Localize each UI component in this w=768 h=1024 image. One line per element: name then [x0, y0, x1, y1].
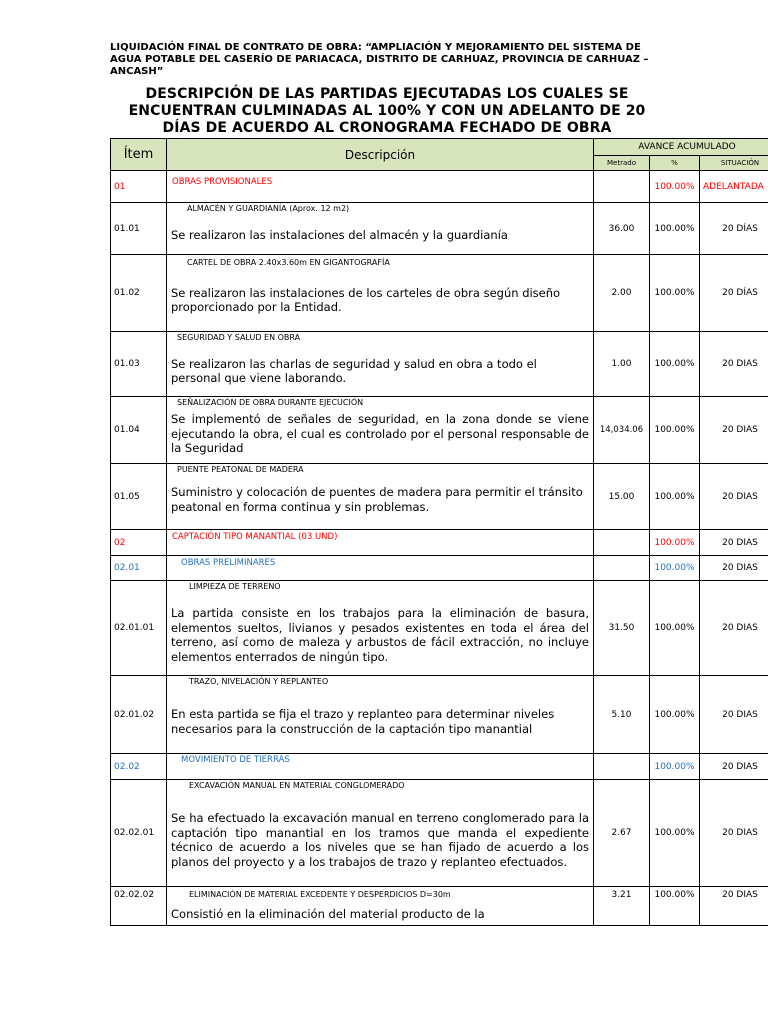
row-item: 02.02.01 [111, 780, 167, 887]
row-item: 01.05 [111, 464, 167, 530]
row-situacion: ADELANTADA [700, 171, 768, 203]
document-title: DESCRIPCIÓN DE LAS PARTIDAS EJECUTADAS LOS CUALES SE ENCUENTRAN CULMINADAS AL 100% Y CON UN ADELANTO DE 20 DÍAS DE ACUERDO AL CRONOGRAMA FECHADO DE OBRA [128, 86, 646, 136]
row-text: Suministro y colocación de puentes de madera para permitir el tránsito peatonal en forma continua y sin problemas. [171, 485, 583, 514]
row-pct: 100.00% [650, 530, 700, 556]
row-text: Se realizaron las charlas de seguridad y salud en obra a todo el personal que viene laborando. [171, 356, 537, 385]
row-situacion: 20 DIAS [700, 332, 768, 397]
row-metrado: 2.67 [594, 780, 650, 887]
row-item: 02.02 [111, 754, 167, 780]
row-metrado: 14,034.06 [594, 397, 650, 464]
row-item: 02.01.01 [111, 581, 167, 676]
header-pct: % [650, 156, 700, 171]
table-row [111, 530, 768, 556]
partidas-table [110, 138, 768, 926]
row-text: Se realizaron las instalaciones de los carteles de obra según diseño proporcionado por la Entidad. [171, 285, 561, 314]
row-metrado: 3.21 [594, 887, 650, 926]
row-situacion: 20 DIAS [700, 530, 768, 556]
row-title: OBRAS PRELIMINARES [181, 558, 276, 568]
row-subtitle: ELIMINACIÓN DE MATERIAL EXCEDENTE Y DESPERDICIOS D=30m [189, 890, 451, 899]
row-title: OBRAS PROVISIONALES [172, 177, 273, 187]
row-metrado [594, 754, 650, 780]
row-pct: 100.00% [650, 397, 700, 464]
header-descripcion: Descripción [167, 139, 594, 171]
row-pct: 100.00% [650, 332, 700, 397]
row-text: Se realizaron las instalaciones del almacén y la guardianía [171, 228, 508, 243]
row-text: Consistió en la eliminación del material producto de la [171, 907, 485, 921]
row-text: La partida consiste en los trabajos para la eliminación de basura, elementos sueltos, livianos y pesados existentes en toda el área del terreno, así como de maleza y arbustos de fácil extracción, no incluye elementos enterrados de ningún tipo. [171, 606, 589, 664]
table-row [111, 754, 768, 780]
row-pct: 100.00% [650, 171, 700, 203]
table-row [111, 464, 768, 530]
row-metrado: 2.00 [594, 255, 650, 332]
row-item: 01.04 [111, 397, 167, 464]
row-situacion: 20 DIAS [700, 397, 768, 464]
row-pct: 100.00% [650, 754, 700, 780]
row-metrado: 36.00 [594, 203, 650, 255]
row-title: MOVIMIENTO DE TIERRAS [181, 755, 290, 765]
header-avance: AVANCE ACUMULADO [594, 139, 768, 156]
row-item: 01.03 [111, 332, 167, 397]
row-subtitle: SEÑALIZACIÓN DE OBRA DURANTE EJECUCIÓN [177, 398, 364, 407]
row-situacion: 20 DIAS [700, 887, 768, 926]
row-metrado: 31.50 [594, 581, 650, 676]
table-row [111, 780, 768, 887]
row-situacion: 20 DIAS [700, 676, 768, 754]
row-pct: 100.00% [650, 581, 700, 676]
row-subtitle: ALMACÉN Y GUARDIANÍA (Aprox. 12 m2) [187, 204, 350, 213]
row-situacion: 20 DIAS [700, 754, 768, 780]
table-row [111, 171, 768, 203]
row-item: 02.01 [111, 556, 167, 581]
table-row [111, 887, 768, 926]
table-row [111, 332, 768, 397]
table-row [111, 676, 768, 754]
row-pct: 100.00% [650, 203, 700, 255]
row-pct: 100.00% [650, 556, 700, 581]
table-row [111, 255, 768, 332]
row-metrado: 1.00 [594, 332, 650, 397]
row-metrado: 15.00 [594, 464, 650, 530]
row-subtitle: LIMPIEZA DE TERRENO [189, 582, 281, 591]
header-situacion: SITUACIÓN [700, 156, 768, 171]
row-text: Se implementó de señales de seguridad, en la zona donde se viene ejecutando la obra, el cual es controlado por el personal responsable de la Seguridad [171, 412, 589, 456]
row-subtitle: TRAZO, NIVELACIÓN Y REPLANTEO [189, 677, 329, 686]
row-pct: 100.00% [650, 887, 700, 926]
row-pct: 100.00% [650, 464, 700, 530]
row-item: 01.02 [111, 255, 167, 332]
row-metrado [594, 556, 650, 581]
row-pct: 100.00% [650, 780, 700, 887]
document-header: LIQUIDACIÓN FINAL DE CONTRATO DE OBRA: “AMPLIACIÓN Y MEJORAMIENTO DEL SISTEMA DE AGUA POTABLE DEL CASERÍO DE PARIACACA, DISTRITO DE CARHUAZ, PROVINCIA DE CARHUAZ – ANCASH” [110, 42, 649, 77]
table-row [111, 203, 768, 255]
row-title: CAPTACIÓN TIPO MANANTIAL (03 UND) [172, 532, 338, 542]
row-subtitle: CARTEL DE OBRA 2.40x3.60m EN GIGANTOGRAFÍA [187, 258, 390, 267]
row-situacion: 20 DIAS [700, 581, 768, 676]
row-item: 02.02.02 [111, 887, 167, 926]
row-situacion: 20 DIAS [700, 464, 768, 530]
row-metrado [594, 530, 650, 556]
row-text: En esta partida se fija el trazo y replanteo para determinar niveles necesarios para la construcción de la captación tipo manantial [171, 707, 555, 736]
row-subtitle: PUENTE PEATONAL DE MADERA [177, 465, 304, 474]
row-item: 01.01 [111, 203, 167, 255]
table-row [111, 556, 768, 581]
row-metrado: 5.10 [594, 676, 650, 754]
row-subtitle: SEGURIDAD Y SALUD EN OBRA [177, 333, 301, 342]
row-item: 02 [111, 530, 167, 556]
row-text: Se ha efectuado la excavación manual en terreno conglomerado para la captación tipo manantial en los tramos que manda el expediente técnico de acuerdo a los niveles que se han fijado de acuerdo a los planos del proyecto y a los trabajos de trazo y replanteo efectuados. [171, 811, 589, 869]
table-row [111, 397, 768, 464]
row-item: 01 [111, 171, 167, 203]
row-subtitle: EXCAVACIÓN MANUAL EN MATERIAL CONGLOMERADO [189, 781, 405, 790]
row-item: 02.01.02 [111, 676, 167, 754]
row-situacion: 20 DIAS [700, 780, 768, 887]
row-pct: 100.00% [650, 676, 700, 754]
header-metrado: Metrado [594, 156, 650, 171]
header-item: Ítem [111, 139, 167, 171]
row-situacion: 20 DÍAS [700, 255, 768, 332]
table-row [111, 581, 768, 676]
row-situacion: 20 DÍAS [700, 203, 768, 255]
row-situacion: 20 DIAS [700, 556, 768, 581]
row-pct: 100.00% [650, 255, 700, 332]
row-metrado [594, 171, 650, 203]
